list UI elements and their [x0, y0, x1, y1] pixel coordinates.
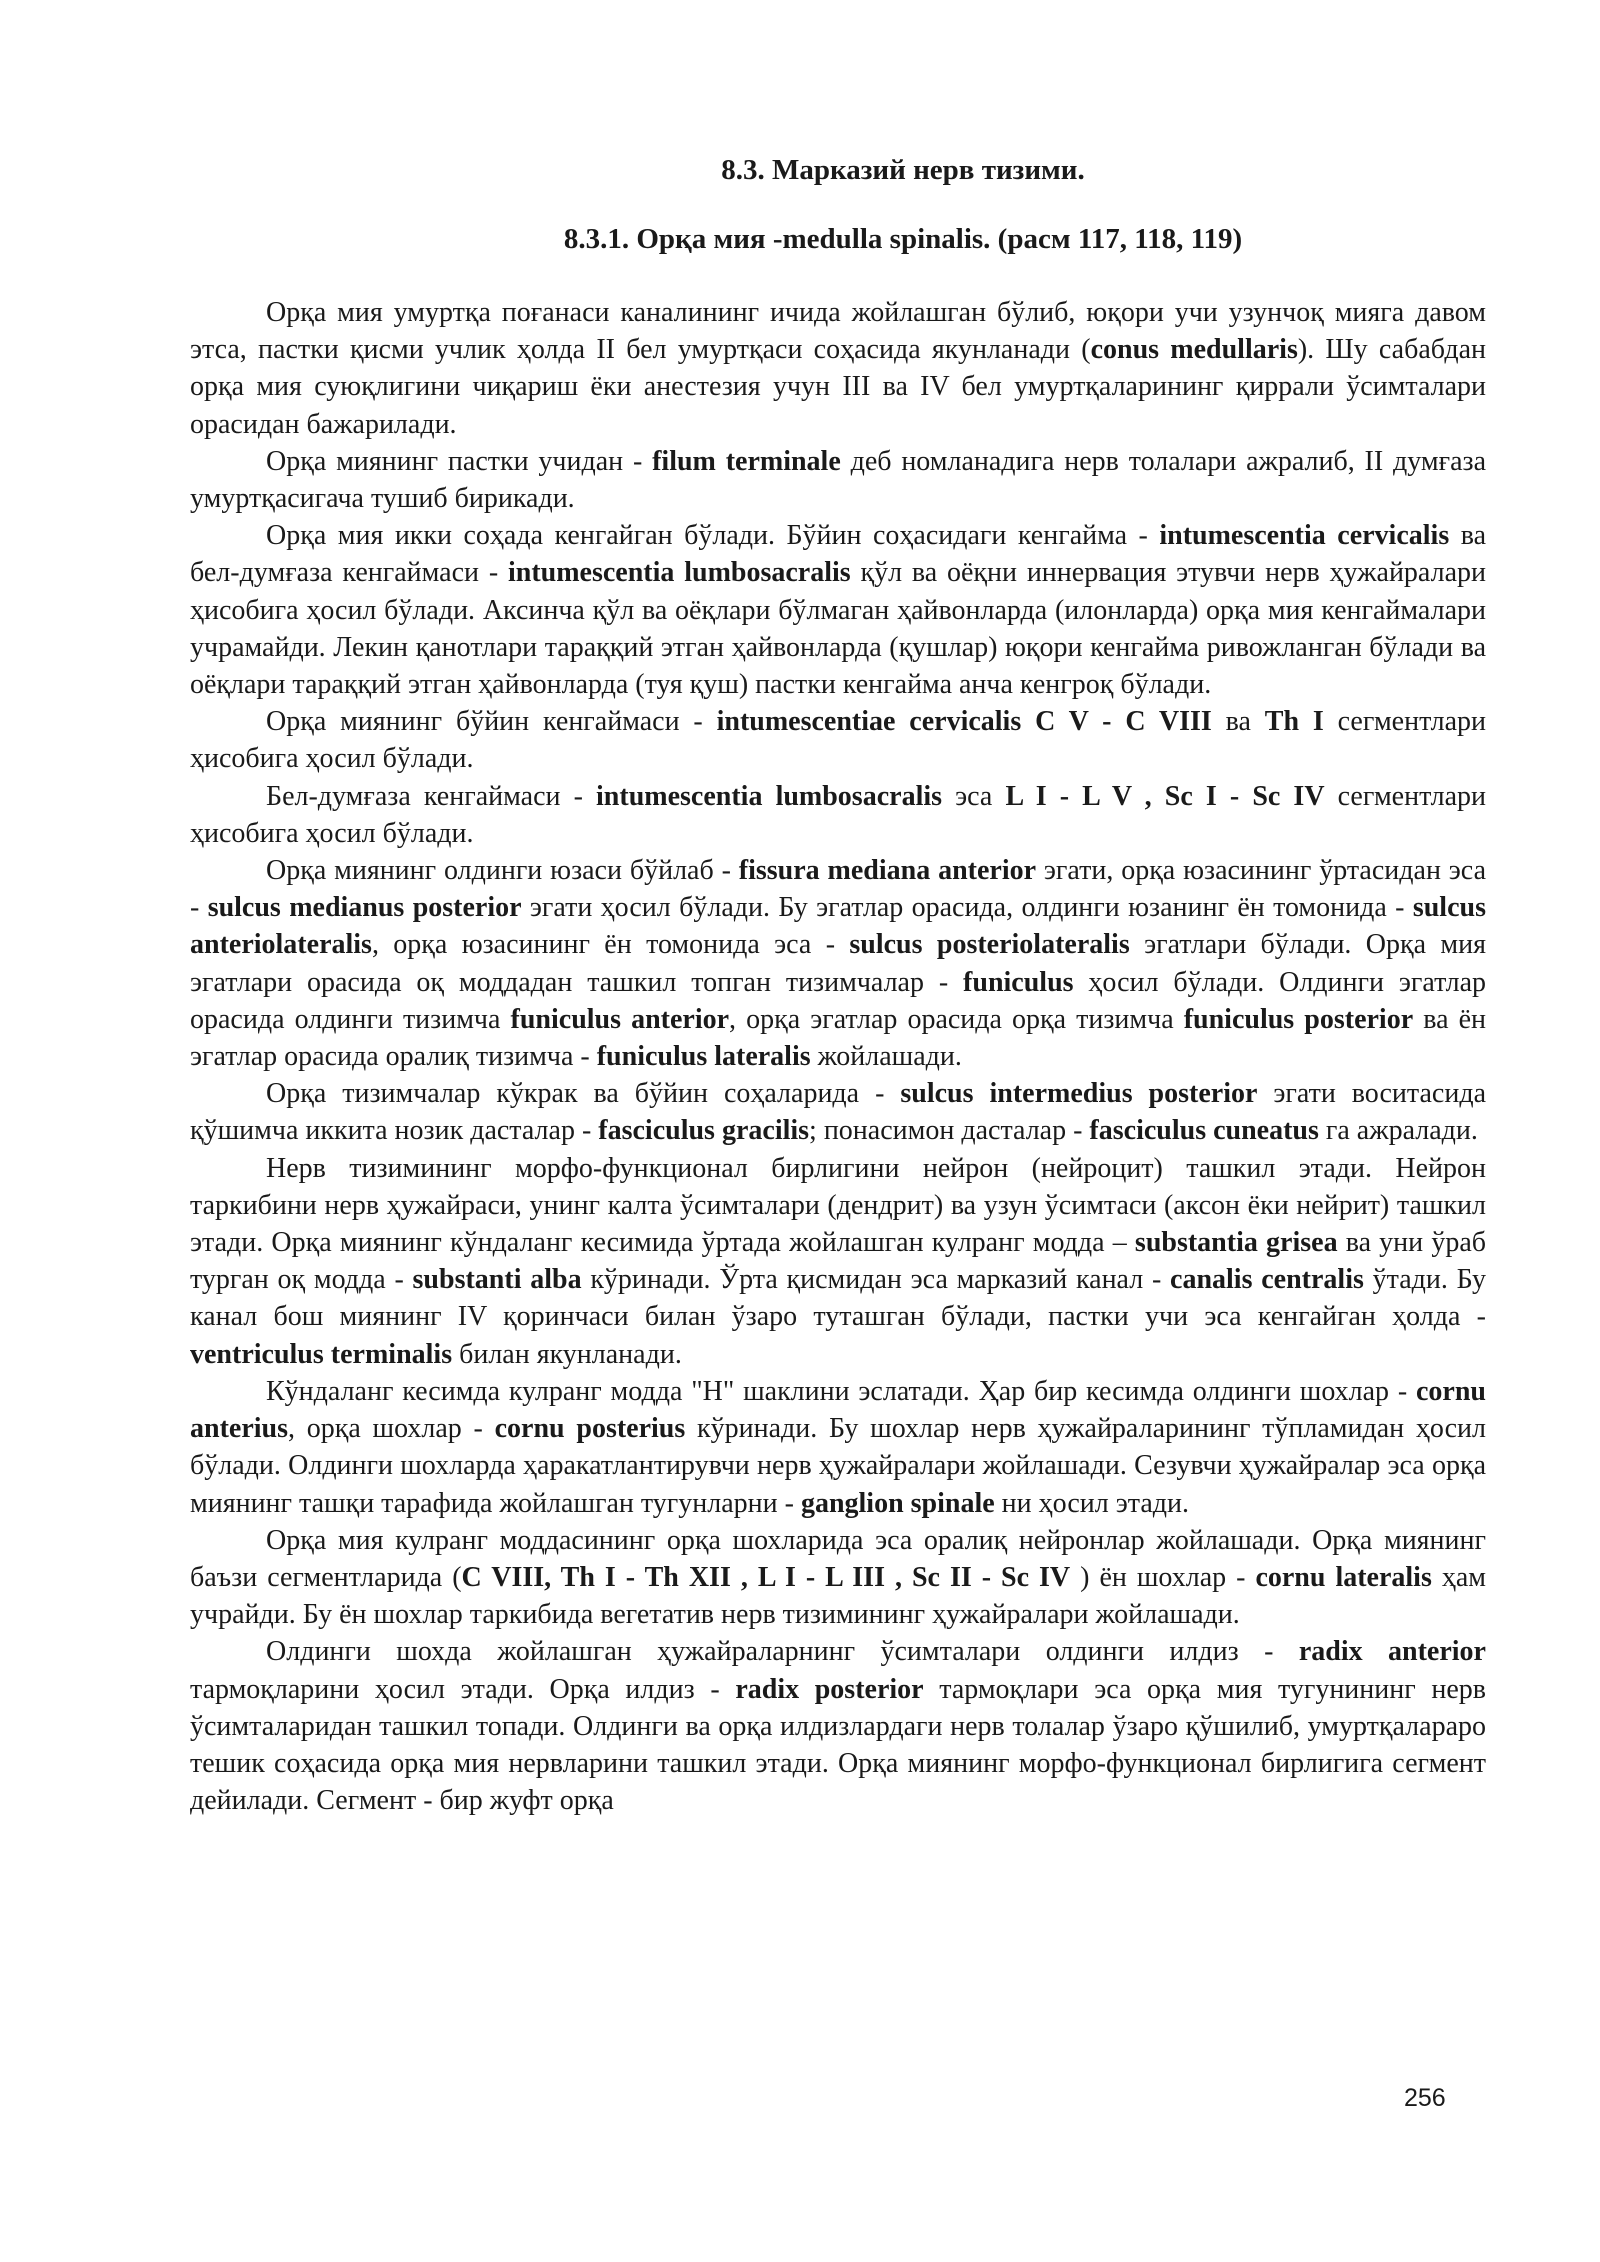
text-run: ўтади. Бу канал бош миянинг IV қоринчаси билан ўзаро туташган бўлади, пастки учи эса кенгайган ҳолда - [190, 1264, 1486, 1333]
paragraph [190, 778, 1486, 852]
text-run: Орқа мия икки соҳада кенгайган бўлади. Бўйин соҳасидаги кенгайма - [266, 520, 1160, 552]
bold-term: radix posterior [735, 1673, 924, 1705]
paragraph [190, 1633, 1486, 1819]
subsection-title: 8.3.1. Орқа мия -medulla spinalis. (расм 117, 118, 119) [563, 223, 1243, 255]
text-run: сегментлари ҳисобига ҳосил бўлади. [190, 706, 1487, 775]
text-run: эгати, орқа юзасининг ўртасидан эса - [190, 855, 1487, 924]
text-run: , орқа юзасининг ён томонида эса - [371, 929, 850, 961]
text-run: ни ҳосил этади. [994, 1487, 1189, 1519]
bold-term: radix anterior [1298, 1636, 1486, 1668]
paragraph [190, 443, 1486, 517]
bold-term: substanti alba [412, 1264, 582, 1296]
bold-term: fasciculus cuneatus [1089, 1115, 1319, 1147]
bold-term: fissura mediana anterior [738, 855, 1037, 887]
text-run: жойлашади. [810, 1041, 962, 1073]
text-run: эса [942, 780, 1006, 812]
body-text [190, 294, 1486, 1819]
text-run: Орқа мия кулранг моддасининг орқа шохларида эса оралиқ нейронлар жойлашади. Орқа миянинг баъзи сегментларида ( [190, 1524, 1486, 1593]
bold-term: funiculus anterior [510, 1003, 730, 1035]
text-run: кўринади. Бу шохлар нерв ҳужайраларининг тўпламидан ҳосил бўлади. Олдинги шохларда ҳаракатлантирувчи нерв ҳужайралари жойлашади. Сезувчи ҳужайралар эса орқа миянинг ташқи тарафида жойлашган тугунларни - [190, 1413, 1486, 1519]
text-run: Орқа мия умуртқа поғанаси каналининг ичида жойлашган бўлиб, юқори учи узунчоқ мияга давом этса, пастки қисми учлик ҳолда II бел умуртқаси соҳасида якунланади ( [190, 297, 1486, 366]
page-number: 256 [1404, 2084, 1446, 2112]
text-run: эгати ҳосил бўлади. Бу эгатлар орасида, олдинги юзанинг ён томонида - [521, 892, 1413, 924]
text-run: деб номланадига нерв толалари ажралиб, II думғаза умуртқасигача тушиб бирикади. [190, 445, 1487, 515]
bold-term: fasciculus gracilis [598, 1115, 810, 1147]
bold-term: intumescentia lumbosacralis [596, 780, 943, 812]
paragraph [190, 703, 1486, 777]
paragraph [190, 517, 1486, 703]
bold-term: funiculus lateralis [596, 1041, 811, 1073]
section-title: 8.3. Марказий нерв тизими. [721, 154, 1085, 186]
text-run: Олдинги шохда жойлашган ҳужайраларнинг ўсимталари олдинги илдиз - [266, 1636, 1299, 1668]
text-run: тармоқлари эса орқа мия тугунининг нерв ўсимталаридан ташкил топади. Олдинги ва орқа илдизлардаги нерв толалар ўзаро қўшилиб, умуртқалараро тешик соҳасида орқа мия нервларини ташкил этади. Орқа миянинг морфо-функционал бирлигига сегмент дейилади. Сегмент - бир жуфт орқа [190, 1673, 1487, 1817]
text-run: , орқа эгатлар орасида орқа тизимча [729, 1003, 1184, 1035]
text-run: ҳосил бўлади. Олдинги эгатлар орасида олдинги тизимча [190, 966, 1487, 1035]
bold-term: cornu posterius [494, 1413, 686, 1445]
bold-term: sulcus posteriolateralis [849, 929, 1130, 961]
text-run: га ажралади. [1318, 1115, 1478, 1147]
bold-term: ventriculus terminalis [190, 1338, 453, 1370]
paragraph [190, 1150, 1486, 1373]
bold-term: Th I [1264, 706, 1324, 738]
bold-term: canalis centralis [1170, 1264, 1364, 1296]
bold-term: sulcus intermedius posterior [900, 1078, 1258, 1110]
bold-term: sulcus medianus posterior [207, 892, 522, 924]
text-run: ва [1211, 706, 1265, 738]
text-run: , орқа шохлар - [288, 1413, 495, 1445]
paragraph [190, 1373, 1486, 1522]
bold-term: intumescentia lumbosacralis [507, 557, 851, 589]
paragraph [190, 852, 1486, 1075]
bold-term: cornu anterius [190, 1375, 1486, 1445]
text-run: сегментлари ҳисобига ҳосил бўлади. [190, 780, 1487, 849]
text-run: ва ён эгатлар орасида оралиқ тизимча - [190, 1003, 1486, 1073]
text-run: Орқа миянинг пастки учидан - [266, 445, 653, 477]
bold-term: intumescentiae cervicalis C V - C VIII [716, 706, 1212, 738]
bold-term: filum terminale [652, 445, 841, 477]
text-run: Орқа миянинг бўйин кенгаймаси - [266, 706, 717, 738]
bold-term: intumescentia cervicalis [1159, 520, 1450, 552]
paragraph [190, 1075, 1486, 1149]
text-run: ) ён шохлар - [1070, 1561, 1256, 1593]
text-run: кўринади. Ўрта қисмидан эса марказий канал - [581, 1264, 1171, 1296]
text-run: Кўндаланг кесимда кулранг модда "H" шаклини эслатади. Ҳар бир кесимда олдинги шохлар - [266, 1375, 1416, 1407]
text-run: Орқа тизимчалар кўкрак ва бўйин соҳаларида - [266, 1078, 901, 1110]
bold-term: sulcus anteriolateralis [190, 892, 1486, 961]
text-run: билан якунланади. [452, 1338, 682, 1370]
paragraph [190, 1522, 1486, 1634]
text-run: ; понасимон дасталар - [809, 1115, 1090, 1147]
text-run: ва бел-думғаза кенгаймаси - [190, 520, 1487, 589]
bold-term: L I - L V , Sc I - Sc IV [1005, 780, 1325, 812]
text-run: ҳам учрайди. Бу ён шохлар таркибида вегетатив нерв тизимининг ҳужайралари жойлашади. [190, 1561, 1486, 1631]
bold-term: C VIII, Th I - Th XII , L I - L III , Sc II - Sc IV [461, 1561, 1071, 1593]
bold-term: funiculus [963, 966, 1074, 998]
text-run: ). Шу сабабдан орқа мия суюқлигини чиқариш ёки анестезия учун III ва IV бел умуртқаларининг қиррали ўсимталари орасидан бажарилади. [190, 334, 1486, 440]
text-run: Бел-думғаза кенгаймаси - [266, 780, 597, 812]
text-run: эгати воситасида қўшимча иккита нозик дасталар - [190, 1078, 1487, 1147]
text-run: Орқа миянинг олдинги юзаси бўйлаб - [266, 855, 739, 887]
bold-term: ganglion spinale [800, 1487, 995, 1519]
bold-term: funiculus posterior [1183, 1003, 1414, 1035]
document-page [190, 150, 1486, 1819]
paragraph [190, 294, 1486, 443]
text-run: Нерв тизимининг морфо-функционал бирлигини нейрон (нейроцит) ташкил этади. Нейрон таркибини нерв ҳужайраси, унинг калта ўсимталари (дендрит) ва узун ўсимтаси (аксон ёки нейрит) ташкил этади. Орқа миянинг кўндаланг кесимида ўртада жойлашган кулранг модда – [190, 1152, 1486, 1259]
text-run: қўл ва оёқни иннервация этувчи нерв ҳужайралари ҳисобига ҳосил бўлади. Аксинча қўл ва оёқлари бўлмаган ҳайвонларда (илонларда) орқа мия кенгаймалари учрамайди. Лекин қанотлари тараққий этган ҳайвонларда (қушлар) юқори кенгайма ривожланган бўлади ва оёқлари тараққий этган ҳайвонларда (туя қуш) пастки кенгайма анча кенгроқ бўлади. [190, 557, 1486, 701]
bold-term: conus medullaris [1090, 334, 1298, 366]
text-run: тармоқларини ҳосил этади. Орқа илдиз - [190, 1673, 736, 1705]
text-run: ва уни ўраб турган оқ модда - [190, 1227, 1486, 1296]
text-run: эгатлари бўлади. Орқа мия эгатлари орасида оқ моддадан ташкил топган тизимчалар - [190, 929, 1486, 998]
bold-term: substantia grisea [1134, 1227, 1338, 1259]
bold-term: cornu lateralis [1255, 1561, 1432, 1593]
